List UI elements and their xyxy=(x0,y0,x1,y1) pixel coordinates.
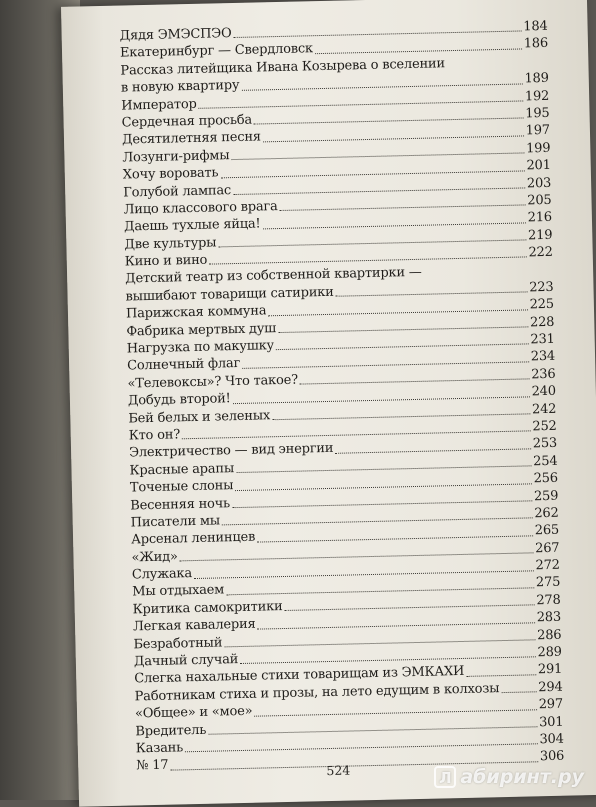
toc-entry-page: 234 xyxy=(530,349,556,365)
table-of-contents xyxy=(119,18,564,775)
watermark xyxy=(434,766,584,788)
toc-entry-page: 231 xyxy=(530,331,555,348)
book-page xyxy=(61,0,596,807)
toc-entry-title: Весенняя ночь xyxy=(130,495,231,513)
toc-entry-title: Дядя ЭМЭСПЭО xyxy=(119,26,232,44)
toc-entry-page: 267 xyxy=(535,540,560,556)
watermark-text: абиринт.ру xyxy=(460,766,584,788)
toc-entry-title: Безработный xyxy=(133,635,223,653)
toc-entry-title: Добудь второй! xyxy=(127,391,231,409)
toc-entry-page: 216 xyxy=(527,210,553,226)
dot-leader xyxy=(501,692,536,694)
toc-entry-title: Служака xyxy=(131,566,193,583)
toc-entry-page: 242 xyxy=(531,401,557,417)
toc-entry-page: 259 xyxy=(533,488,559,504)
toc-entry-title: Легкая кавалерия xyxy=(132,616,256,635)
toc-entry-page: 186 xyxy=(523,36,549,52)
toc-entry-page: 195 xyxy=(525,105,550,122)
toc-entry-page: 294 xyxy=(538,679,563,696)
toc-entry-title: Екатеринбург — Свердловск xyxy=(119,41,314,61)
toc-entry-title: Хочу воровать xyxy=(122,165,219,183)
toc-entry-title: «Телевоксы»? Что такое? xyxy=(127,372,299,392)
toc-entry-title: Две культуры xyxy=(124,235,217,253)
toc-entry-page: 199 xyxy=(525,140,551,157)
toc-entry-title: Голубой лампас xyxy=(123,182,232,201)
toc-entry-title: Нагрузка по макушку xyxy=(126,338,275,357)
toc-entry-page: 240 xyxy=(531,383,557,400)
toc-entry-title: «Жид» xyxy=(131,549,178,566)
toc-entry-title: Слегка нахальные стихи товарищам из ЭМКАХИ xyxy=(134,664,465,687)
toc-entry-page: 262 xyxy=(534,505,559,522)
toc-entry-title: Десятилетняя песня xyxy=(121,129,262,148)
toc-entry-title: Сердечная просьба xyxy=(121,112,253,131)
toc-entry-page: 219 xyxy=(527,227,553,244)
toc-entry-page: 236 xyxy=(531,366,556,383)
toc-entry-page: 286 xyxy=(536,627,562,643)
toc-entry-title-line: Рассказ литейщика Ивана Козырева о вселении xyxy=(120,55,446,79)
dot-leader xyxy=(466,674,536,677)
toc-entry-title: вышибают товарищи сатирики xyxy=(125,284,334,305)
toc-entry-page: 256 xyxy=(533,470,558,487)
toc-entry-page: 228 xyxy=(529,314,555,330)
toc-entry-page: 223 xyxy=(529,279,554,296)
toc-entry-title: Бей белых и зеленых xyxy=(128,407,271,427)
dot-leader xyxy=(336,292,528,297)
toc-entry-title: Лозунги-рифмы xyxy=(122,147,230,166)
toc-entry-title-line: Детский театр из собственной квартирки — xyxy=(125,265,422,287)
toc-entry-title: Солнечный флаг xyxy=(127,356,241,374)
toc-entry-page: 278 xyxy=(536,592,561,609)
watermark-logo-icon: Л xyxy=(434,766,456,788)
toc-entry-title: Электричество — вид энергии xyxy=(128,441,334,461)
toc-entry-title: Точеные слоны xyxy=(129,478,234,496)
toc-entry-title: Красные арапы xyxy=(129,460,235,479)
toc-entry-title: в новую квартиру xyxy=(120,78,240,96)
toc-entry-page: 184 xyxy=(523,18,548,35)
toc-entry-title: Работникам стиха и прозы, на лето едущим в колхозы xyxy=(134,680,500,705)
dot-leader xyxy=(335,448,531,453)
toc-entry-title: Арсенал ленинцев xyxy=(130,529,256,548)
toc-entry-title: Казань xyxy=(135,740,184,757)
toc-entry-title: Мы отдыхаем xyxy=(132,582,225,600)
toc-entry-title: Кино и вино xyxy=(124,252,208,270)
toc-entry-page: 272 xyxy=(535,557,560,574)
toc-entry-page: 275 xyxy=(535,575,561,591)
toc-entry-page: 225 xyxy=(529,297,555,313)
toc-entry-title: Писатели мы xyxy=(130,513,221,531)
toc-entry-page: 222 xyxy=(528,244,553,261)
toc-entry-title: Даешь тухлые яйца! xyxy=(123,216,261,235)
toc-entry-page: 201 xyxy=(526,157,551,174)
toc-entry-page: 197 xyxy=(525,123,551,139)
toc-entry-page: 253 xyxy=(532,436,558,452)
toc-entry-page: 252 xyxy=(532,418,557,435)
toc-entry-page: 289 xyxy=(537,644,562,661)
toc-entry-page: 297 xyxy=(538,696,564,713)
page-number: 524 xyxy=(326,762,351,779)
toc-entry-page: 306 xyxy=(539,749,565,765)
toc-entry-title: Фабрика мертвых душ xyxy=(126,320,277,340)
toc-entry-page: 192 xyxy=(524,88,550,104)
toc-entry-page: 304 xyxy=(539,731,564,748)
toc-entry-page: 301 xyxy=(538,714,564,730)
toc-entry-title: Кто он? xyxy=(128,427,181,444)
toc-entry-page: 189 xyxy=(524,71,549,87)
toc-entry-title: № 17 xyxy=(136,758,169,774)
toc-entry-page: 283 xyxy=(536,609,562,626)
toc-entry-title: Критика самокритики xyxy=(132,598,283,618)
toc-entry-title: Лицо классового врага xyxy=(123,198,278,218)
toc-entry-title: Вредитель xyxy=(135,722,207,740)
toc-entry-page: 291 xyxy=(537,662,563,678)
toc-entry-title: «Общее» и «мое» xyxy=(134,703,253,722)
toc-entry-title: Парижская коммуна xyxy=(125,303,267,322)
toc-entry-title: Дачный случай xyxy=(133,652,239,670)
toc-entry-title: Император xyxy=(121,96,197,114)
toc-entry-page: 203 xyxy=(526,175,552,191)
toc-entry-page: 265 xyxy=(534,523,560,539)
toc-entry-page: 254 xyxy=(533,453,558,470)
toc-entry-page: 205 xyxy=(527,192,552,209)
